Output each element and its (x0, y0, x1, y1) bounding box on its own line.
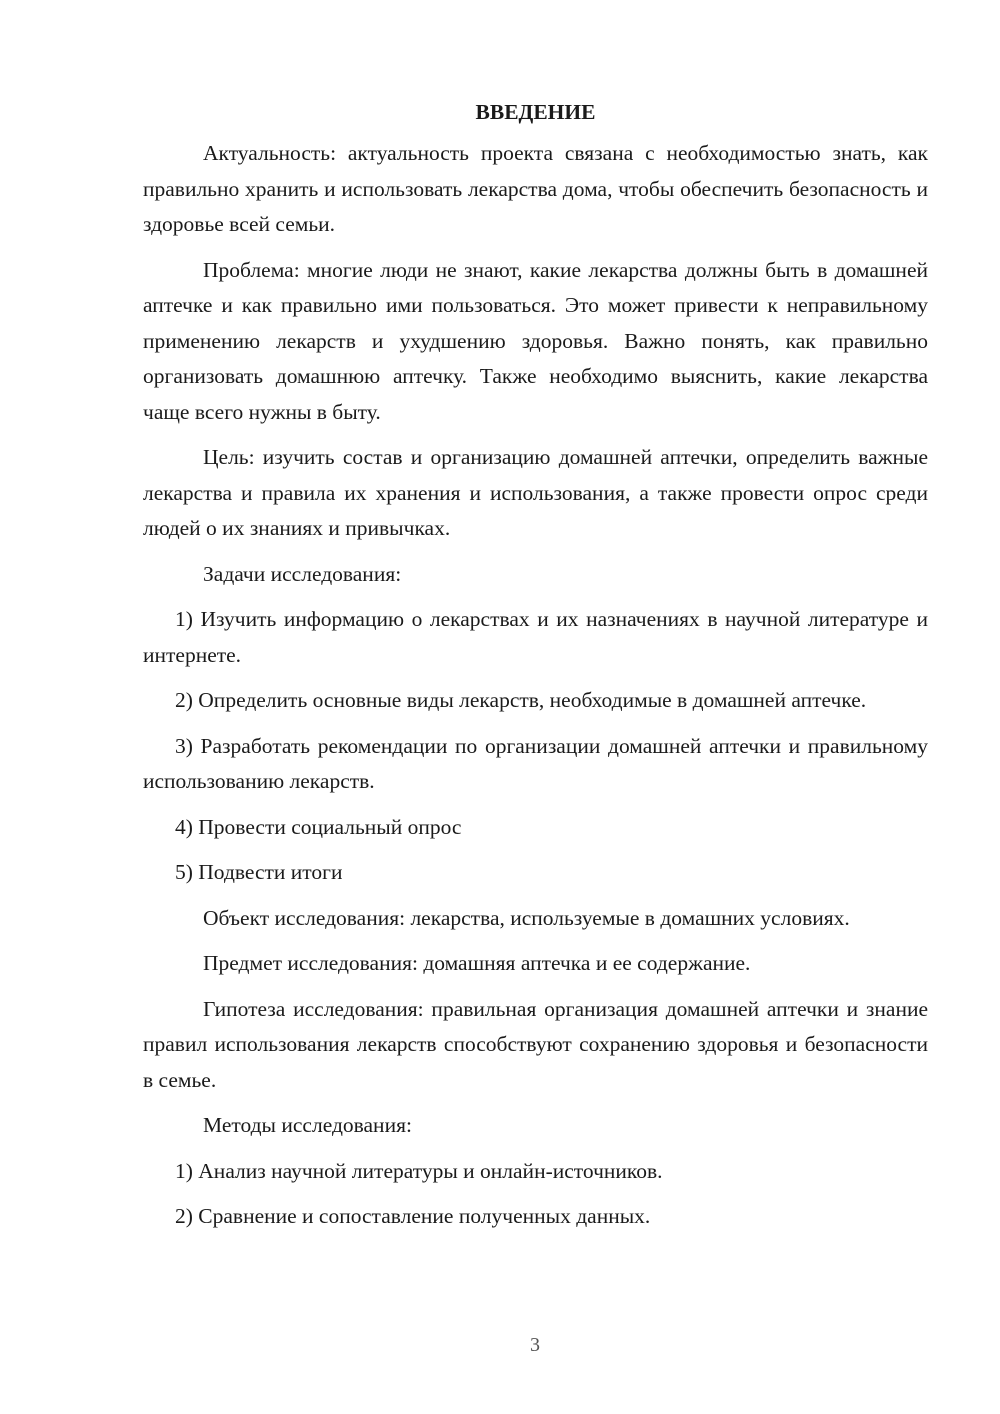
methods-title: Методы исследования: (203, 1113, 412, 1137)
paragraph-relevance: Актуальность: актуальность проекта связана с необходимостью знать, как правильно хранить и использовать лекарства дома, чтобы обеспечить безопасность и здоровье всей семьи. (143, 141, 928, 236)
task-item: 2) Определить основные виды лекарств, необходимые в домашней аптечке. (175, 688, 867, 712)
paragraph-object: Объект исследования: лекарства, используемые в домашних условиях. (203, 905, 850, 930)
page-number: 3 (530, 1334, 540, 1356)
paragraph-goal: Цель: изучить состав и организацию домашней аптечки, определить важные лекарства и правила их хранения и использования, а также провести опрос среди людей о их знаниях и привычках. (143, 445, 928, 540)
tasks-title: Задачи исследования: (203, 561, 402, 586)
paragraph-problem: Проблема: многие люди не знают, какие лекарства должны быть в домашней аптечке и как правильно ими пользоваться. Это может привести к неправильному применению лекарств и ухудшению здоровья. Важно понять, как правильно организовать домашнюю аптечку. Также необходимо выяснить, какие лекарства чаще всего нужны в быту. (143, 257, 928, 424)
method-item: 1) Анализ научной литературы и онлайн-источников. (175, 1158, 663, 1183)
paragraph-hypothesis: Гипотеза исследования: правильная организация домашней аптечки и знание правил использования лекарств способствуют сохранению здоровья и безопасности в семье. (143, 996, 928, 1092)
task-item: 1) Изучить информацию о лекарствах и их назначениях в научной литературе и интернете. (143, 607, 928, 667)
paragraph-subject: Предмет исследования: домашняя аптечка и ее содержание. (203, 951, 751, 975)
page-title: ВВЕДЕНИЕ (475, 100, 596, 124)
method-item: 2) Сравнение и сопоставление полученных данных. (175, 1204, 651, 1228)
task-item: 3) Разработать рекомендации по организации домашней аптечки и правильному использованию лекарств. (143, 733, 928, 793)
page-content (143, 96, 928, 1245)
task-item: 4) Провести социальный опрос (175, 814, 462, 839)
task-item: 5) Подвести итоги (175, 860, 343, 884)
